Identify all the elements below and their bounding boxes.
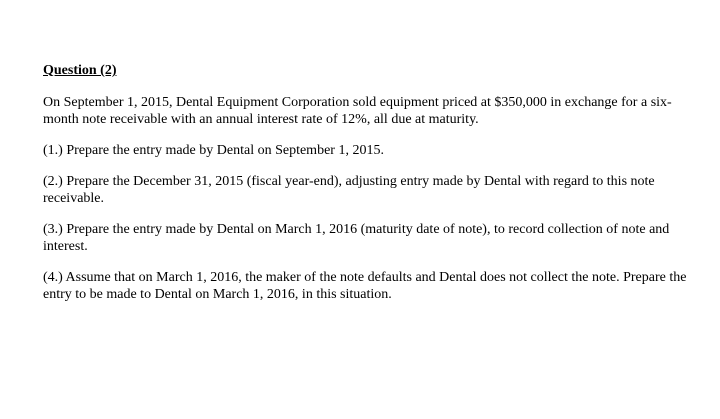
question-part-1: (1.) Prepare the entry made by Dental on September 1, 2015. bbox=[43, 143, 384, 158]
question-document bbox=[43, 62, 693, 317]
question-heading: Question (2) bbox=[43, 63, 117, 78]
question-part-3: (3.) Prepare the entry made by Dental on March 1, 2016 (maturity date of note), to record collection of note and interest. bbox=[43, 222, 670, 254]
question-part-4: (4.) Assume that on March 1, 2016, the maker of the note defaults and Dental does not collect the note. Prepare the entry to be made to Dental on March 1, 2016, in this situation. bbox=[43, 270, 687, 302]
problem-statement: On September 1, 2015, Dental Equipment Corporation sold equipment priced at $350,000 in exchange for a six-month note receivable with an annual interest rate of 12%, all due at maturity. bbox=[43, 95, 672, 127]
question-part-2: (2.) Prepare the December 31, 2015 (fiscal year-end), adjusting entry made by Dental with regard to this note receivable. bbox=[43, 174, 655, 206]
